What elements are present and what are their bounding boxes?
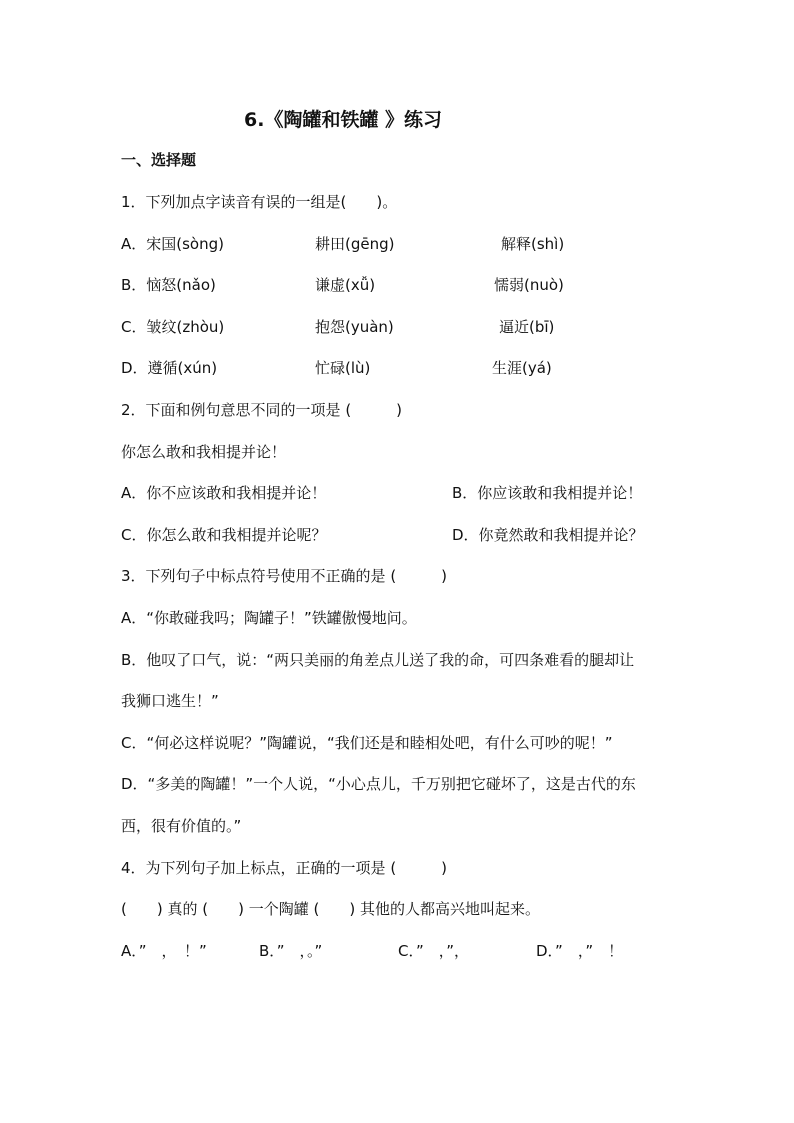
q2-example-sentence: 你怎么敢和我相提并论！ [121, 443, 287, 461]
q4-sentence: ( ) 真的 ( ) 一个陶罐 ( ) 其他的人都高兴地叫起来。 [121, 900, 540, 918]
q2-option-c: C．你怎么敢和我相提并论呢？ [121, 526, 327, 544]
q2-option-a: A．你不应该敢和我相提并论！ [121, 484, 327, 502]
q3-option-d-line2: 西，很有价值的。” [121, 817, 242, 835]
question-2-stem: 2．下面和例句意思不同的一项是 ( ) [121, 401, 403, 419]
q1-option-a: A．宋国(sòng) [121, 235, 224, 253]
q1-option-c-word2: 抱怨(yuàn) [315, 318, 394, 336]
q3-option-b-line2: 我狮口逃生！” [121, 692, 219, 710]
q2-option-b: B．你应该敢和我相提并论！ [452, 484, 643, 502]
q1-option-b: B．恼怒(nǎo) [121, 276, 216, 294]
q1-option-b-word2: 谦虚(xǚ) [315, 276, 376, 294]
question-4-stem: 4．为下列句子加上标点，正确的一项是 ( ) [121, 859, 448, 877]
q1-option-d: D．遵循(xún) [121, 359, 218, 377]
q1-option-d-word2: 忙碌(lù) [315, 359, 371, 377]
q3-option-a: A．“你敢碰我吗；陶罐子！”铁罐傲慢地问。 [121, 609, 417, 627]
question-3-stem: 3．下列句子中标点符号使用不正确的是 ( ) [121, 567, 448, 585]
q1-option-b-word3: 懦弱(nuò) [494, 276, 564, 294]
q1-option-c-word3: 逼近(bī) [499, 318, 555, 336]
page-title: 6.《陶罐和铁罐 》练习 [244, 109, 443, 131]
q1-option-c: C．皱纹(zhòu) [121, 318, 225, 336]
q1-option-d-word3: 生涯(yá) [492, 359, 552, 377]
q4-option-b: B．” ，。” [259, 942, 323, 960]
question-1-stem: 1．下列加点字读音有误的一组是( )。 [121, 193, 398, 211]
q4-option-d: D．” ，” ！ [536, 942, 624, 960]
q2-option-d: D．你竟然敢和我相提并论？ [452, 526, 644, 544]
q3-option-c: C．“何必这样说呢？”陶罐说，“我们还是和睦相处吧，有什么可吵的呢！” [121, 734, 613, 752]
q4-option-c: C．” ，”， [398, 942, 470, 960]
q3-option-b-line1: B．他叹了口气，说：“两只美丽的角差点儿送了我的命，可四条难看的腿却让 [121, 651, 635, 669]
q1-option-a-word3: 解释(shì) [501, 235, 565, 253]
section-heading: 一、选择题 [121, 151, 197, 169]
q4-option-a: A．” ， ！” [121, 942, 207, 960]
q3-option-d-line1: D．“多美的陶罐！”一个人说，“小心点儿，千万别把它碰坏了，这是古代的东 [121, 775, 636, 793]
q1-option-a-word2: 耕田(gēng) [315, 235, 395, 253]
